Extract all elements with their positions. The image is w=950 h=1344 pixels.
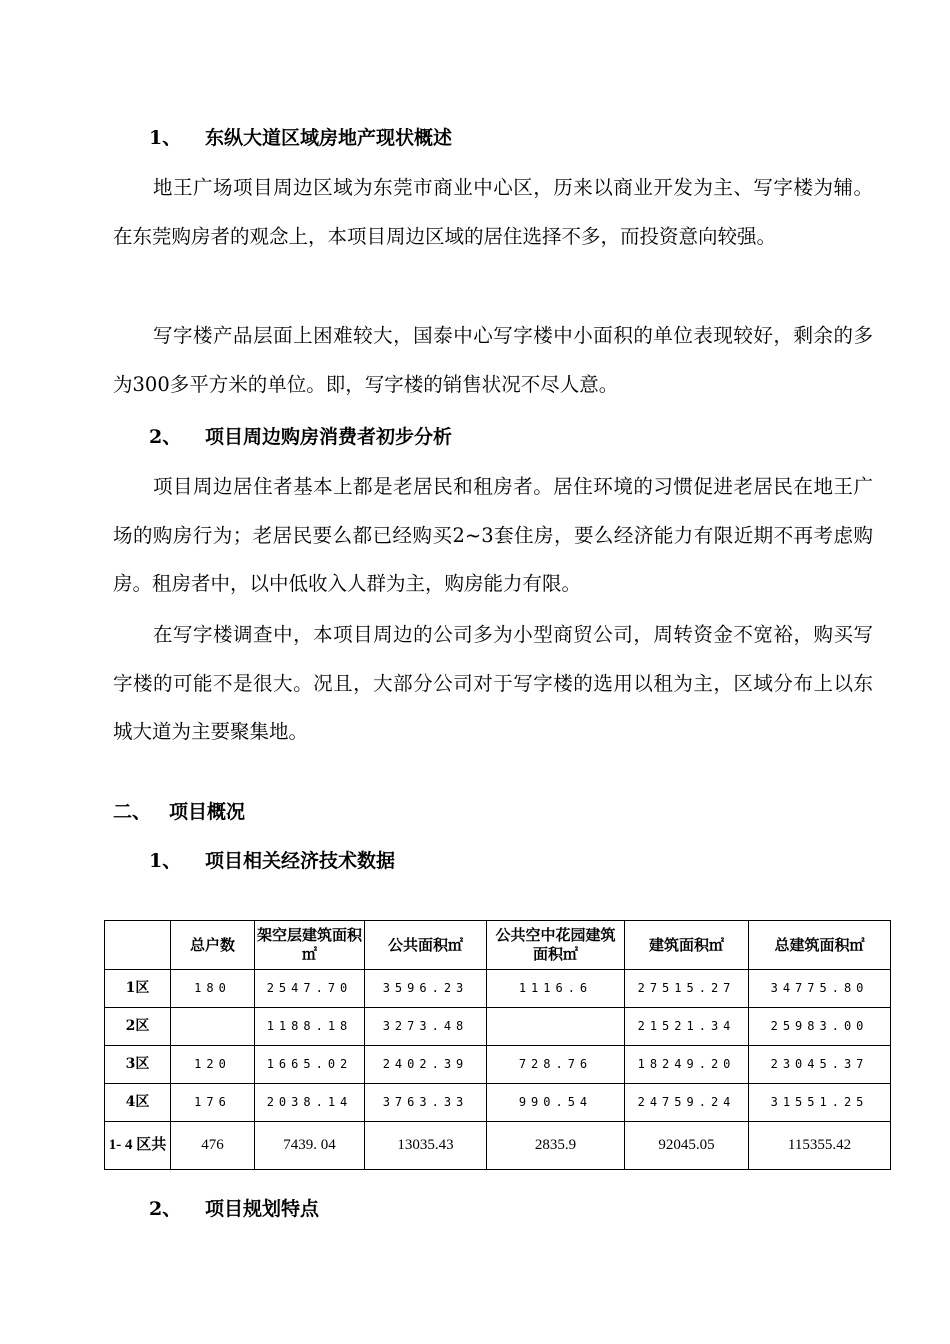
- heading-number: 1、: [149, 127, 182, 149]
- heading-number: 1、: [149, 850, 182, 872]
- table-cell: 23045.37: [749, 1046, 891, 1084]
- heading-title: 项目概况: [169, 801, 246, 823]
- table-cell: [171, 1008, 255, 1046]
- table-cell: 115355.42: [749, 1122, 891, 1170]
- subsection-heading-1: [149, 849, 395, 873]
- header-cell: [105, 921, 171, 970]
- table-cell: 27515.27: [625, 970, 749, 1008]
- heading-number: 2、: [149, 1198, 182, 1220]
- table-cell: 2835.9: [487, 1122, 625, 1170]
- table-cell: 1116.6: [487, 970, 625, 1008]
- row-label: 4区: [105, 1084, 171, 1122]
- subsection-heading-2: [149, 1197, 319, 1221]
- table-header-row: [105, 921, 891, 970]
- header-cell: 公共空中花园建筑面积㎡: [487, 921, 625, 970]
- header-cell: 公共面积㎡: [365, 921, 487, 970]
- row-label: 2区: [105, 1008, 171, 1046]
- table-cell: 180: [171, 970, 255, 1008]
- table-cell: 3763.33: [365, 1084, 487, 1122]
- table-row: [105, 1084, 891, 1122]
- table-cell: 3596.23: [365, 970, 487, 1008]
- paragraph: 项目周边居住者基本上都是老居民和租房者。居住环境的习惯促进老居民在地王广场的购房行为；老居民要么都已经购买2~3套住房，要么经济能力有限近期不再考虑购房。租房者中，以中低收入人群为主，购房能力有限。: [113, 475, 873, 595]
- table-cell: 34775.80: [749, 970, 891, 1008]
- part-heading: [113, 800, 245, 824]
- header-cell: 总户数: [171, 921, 255, 970]
- table-cell: 7439. 04: [255, 1122, 365, 1170]
- row-label: 1- 4 区共: [105, 1122, 171, 1170]
- section-heading-1: [149, 126, 452, 150]
- table-cell: 13035.43: [365, 1122, 487, 1170]
- table-row: [105, 970, 891, 1008]
- heading-title: 东纵大道区域房地产现状概述: [205, 127, 453, 149]
- table-cell: 21521.34: [625, 1008, 749, 1046]
- table-cell: 728.76: [487, 1046, 625, 1084]
- table-cell: 18249.20: [625, 1046, 749, 1084]
- table-cell: 24759.24: [625, 1084, 749, 1122]
- heading-title: 项目相关经济技术数据: [205, 850, 396, 872]
- header-cell: 总建筑面积㎡: [749, 921, 891, 970]
- heading-number: 2、: [149, 426, 182, 448]
- table-row: [105, 1008, 891, 1046]
- paragraph: 地王广场项目周边区域为东莞市商业中心区，历来以商业开发为主、写字楼为辅。在东莞购房者的观念上，本项目周边区域的居住选择不多，而投资意向较强。: [113, 176, 873, 248]
- table-cell: 1188.18: [255, 1008, 365, 1046]
- paragraph: 写字楼产品层面上困难较大，国泰中心写字楼中小面积的单位表现较好，剩余的多为300多平方米的单位。即，写字楼的销售状况不尽人意。: [113, 324, 873, 396]
- table-cell: 176: [171, 1084, 255, 1122]
- economic-data-table: [104, 920, 891, 1170]
- table-cell: 990.54: [487, 1084, 625, 1122]
- table-cell: [487, 1008, 625, 1046]
- table-cell: 476: [171, 1122, 255, 1170]
- table-cell: 92045.05: [625, 1122, 749, 1170]
- table-cell: 1665.02: [255, 1046, 365, 1084]
- table-cell: 2547.70: [255, 970, 365, 1008]
- row-label: 1区: [105, 970, 171, 1008]
- table-cell: 120: [171, 1046, 255, 1084]
- paragraph: 在写字楼调查中，本项目周边的公司多为小型商贸公司，周转资金不宽裕，购买写字楼的可能不是很大。况且，大部分公司对于写字楼的选用以租为主，区域分布上以东城大道为主要聚集地。: [113, 623, 873, 743]
- row-label: 3区: [105, 1046, 171, 1084]
- table-cell: 3273.48: [365, 1008, 487, 1046]
- table-row: [105, 1046, 891, 1084]
- table-cell: 25983.00: [749, 1008, 891, 1046]
- heading-number: 二、: [113, 801, 152, 823]
- heading-title: 项目规划特点: [205, 1198, 320, 1220]
- table-cell: 2402.39: [365, 1046, 487, 1084]
- table-cell: 31551.25: [749, 1084, 891, 1122]
- header-cell: 架空层建筑面积㎡: [255, 921, 365, 970]
- heading-title: 项目周边购房消费者初步分析: [205, 426, 453, 448]
- table-cell: 2038.14: [255, 1084, 365, 1122]
- table-total-row: [105, 1122, 891, 1170]
- section-heading-2: [149, 425, 452, 449]
- header-cell: 建筑面积㎡: [625, 921, 749, 970]
